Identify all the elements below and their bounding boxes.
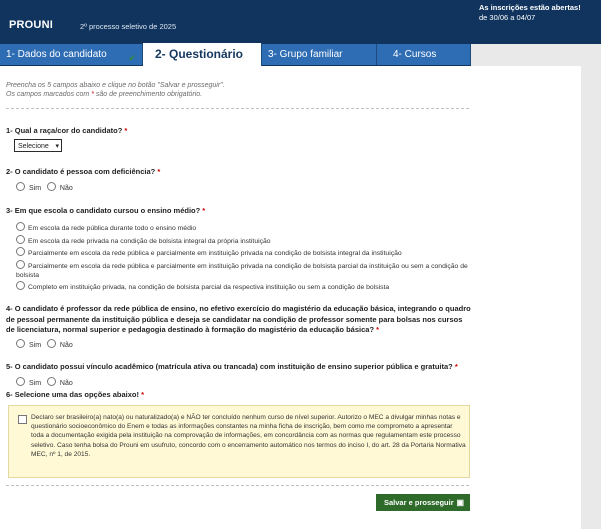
radio-label: Sim bbox=[29, 380, 42, 387]
radio-school-4[interactable] bbox=[16, 260, 25, 269]
radio-label: Não bbox=[59, 380, 73, 387]
question-disability-label bbox=[6, 167, 160, 178]
question-text: 4- O candidato é professor da rede pública de ensino, no efetivo exercício do magistério da educação básica, integrando o quadro de pessoal permanente da instituição pública e deseja se candidatar na condição de professor somente para bolsas nos cursos de licenciatura, normal superior e pedagogia destinado à formação do magistério da educação básica? bbox=[6, 304, 471, 334]
form-instructions bbox=[6, 81, 225, 99]
school-option[interactable] bbox=[16, 235, 471, 246]
option-label: Completo em instituição privada, na condição de bolsista parcial da respectiva instituição ou sem a condição de bolsista bbox=[28, 284, 390, 291]
declaration-checkbox[interactable] bbox=[18, 415, 27, 424]
radio-disability-yes[interactable] bbox=[16, 182, 25, 191]
question-text: 6- Selecione uma das opções abaixo! bbox=[6, 390, 139, 399]
radio-school-3[interactable] bbox=[16, 247, 25, 256]
required-star: * bbox=[376, 325, 380, 334]
radio-teacher-no[interactable] bbox=[47, 339, 56, 348]
tab-dados-do-candidato[interactable] bbox=[0, 44, 143, 65]
required-star: * bbox=[91, 91, 94, 98]
academic-options bbox=[16, 377, 73, 388]
radio-school-2[interactable] bbox=[16, 235, 25, 244]
school-option[interactable] bbox=[16, 247, 471, 258]
notice-line-1: As inscrições estão abertas! bbox=[479, 3, 581, 12]
option-label: Parcialmente em escola da rede pública e parcialmente em instituição privada na condição de bolsista integral da instituição bbox=[28, 250, 402, 257]
declaration-box bbox=[8, 405, 470, 478]
option-label: Em escola da rede privada na condição de bolsista integral da própria instituição bbox=[28, 238, 271, 245]
divider bbox=[6, 485, 469, 486]
required-star: * bbox=[124, 126, 128, 135]
checkmark-icon: ✔ bbox=[128, 53, 136, 63]
tab-label: 1- Dados do candidato bbox=[6, 49, 107, 60]
tab-label: 3- Grupo familiar bbox=[268, 49, 343, 60]
school-option[interactable] bbox=[16, 222, 471, 233]
instructions-line-1: Preencha os 5 campos abaixo e clique no botão "Salvar e prosseguir". bbox=[6, 82, 225, 89]
save-icon: ▣ bbox=[456, 498, 464, 507]
teacher-options bbox=[16, 339, 73, 350]
question-declaration-label bbox=[6, 390, 144, 401]
question-teacher-label bbox=[6, 304, 471, 336]
radio-academic-no[interactable] bbox=[47, 377, 56, 386]
select-value: Selecione bbox=[18, 143, 49, 150]
tab-cursos[interactable] bbox=[377, 44, 471, 65]
scrollbar-track[interactable] bbox=[582, 66, 601, 529]
tab-label: 2- Questionário bbox=[155, 47, 244, 61]
instructions-line-2 bbox=[6, 90, 225, 99]
instructions-text: Os campos marcados com bbox=[6, 91, 90, 98]
option-label: Parcialmente em escola da rede pública e parcialmente em instituição privada na condição de bolsista parcial da instituição ou sem a condição de bolsista bbox=[16, 263, 468, 279]
required-star: * bbox=[157, 167, 161, 176]
radio-school-5[interactable] bbox=[16, 281, 25, 290]
radio-label: Sim bbox=[29, 185, 42, 192]
divider bbox=[6, 108, 469, 109]
registration-notice bbox=[479, 3, 599, 23]
school-option[interactable] bbox=[16, 281, 471, 292]
top-header bbox=[0, 0, 601, 44]
question-text: 2- O candidato é pessoa com deficiência? bbox=[6, 167, 156, 176]
chevron-down-icon: ▾ bbox=[55, 143, 59, 150]
question-text: 1- Qual a raça/cor do candidato? bbox=[6, 126, 123, 135]
radio-label: Não bbox=[59, 185, 73, 192]
radio-school-1[interactable] bbox=[16, 222, 25, 231]
radio-teacher-yes[interactable] bbox=[16, 339, 25, 348]
question-race-label bbox=[6, 126, 127, 137]
tab-label: 4- Cursos bbox=[393, 49, 437, 60]
radio-label: Sim bbox=[29, 342, 42, 349]
required-star: * bbox=[454, 362, 458, 371]
question-school-label bbox=[6, 206, 205, 217]
brand-logo[interactable]: PROUNI bbox=[9, 19, 53, 31]
question-text: 3- Em que escola o candidato cursou o ensino médio? bbox=[6, 206, 201, 215]
instructions-text: são de preenchimento obrigatório. bbox=[95, 91, 203, 98]
required-star: * bbox=[202, 206, 206, 215]
declaration-text: Declaro ser brasileiro(a) nato(a) ou naturalizado(a) e NÃO ter concluído nenhum curso de nível superior. Autorizo o MEC a divulgar minhas notas e questionário socioeconômico do Enem e todas as informações constantes na minha ficha de inscrição, bem como me comprometo a apresentar toda a documentação exigida pela instituição na comprovação de informações, em concordância com as normas que regulamentam este processo seletivo. Caso tenha bolsa do Prouni em usufruto, concordo com o encerramento automático nos termos do inciso I, do art. 28 da Portaria Normativa MEC, nº 1, de 2015. bbox=[31, 414, 466, 458]
radio-label: Não bbox=[59, 342, 73, 349]
radio-academic-yes[interactable] bbox=[16, 377, 25, 386]
option-label: Em escola da rede pública durante todo o ensino médio bbox=[28, 225, 197, 232]
school-option[interactable] bbox=[16, 260, 471, 280]
notice-line-2: de 30/06 a 04/07 bbox=[479, 13, 536, 22]
question-academic-label bbox=[6, 362, 476, 373]
radio-disability-no[interactable] bbox=[47, 182, 56, 191]
save-and-continue-button[interactable] bbox=[376, 494, 470, 511]
tab-grupo-familiar[interactable] bbox=[262, 44, 377, 65]
race-select[interactable] bbox=[14, 139, 62, 152]
tab-questionario[interactable] bbox=[143, 43, 262, 66]
question-text: 5- O candidato possui vínculo acadêmico (matrícula ativa ou trancada) com instituição de ensino superior pública e gratuita? bbox=[6, 362, 453, 371]
button-label: Salvar e prosseguir bbox=[384, 498, 454, 507]
disability-options bbox=[16, 182, 73, 193]
required-star: * bbox=[141, 390, 144, 399]
process-subtitle: 2º processo seletivo de 2025 bbox=[80, 22, 177, 31]
